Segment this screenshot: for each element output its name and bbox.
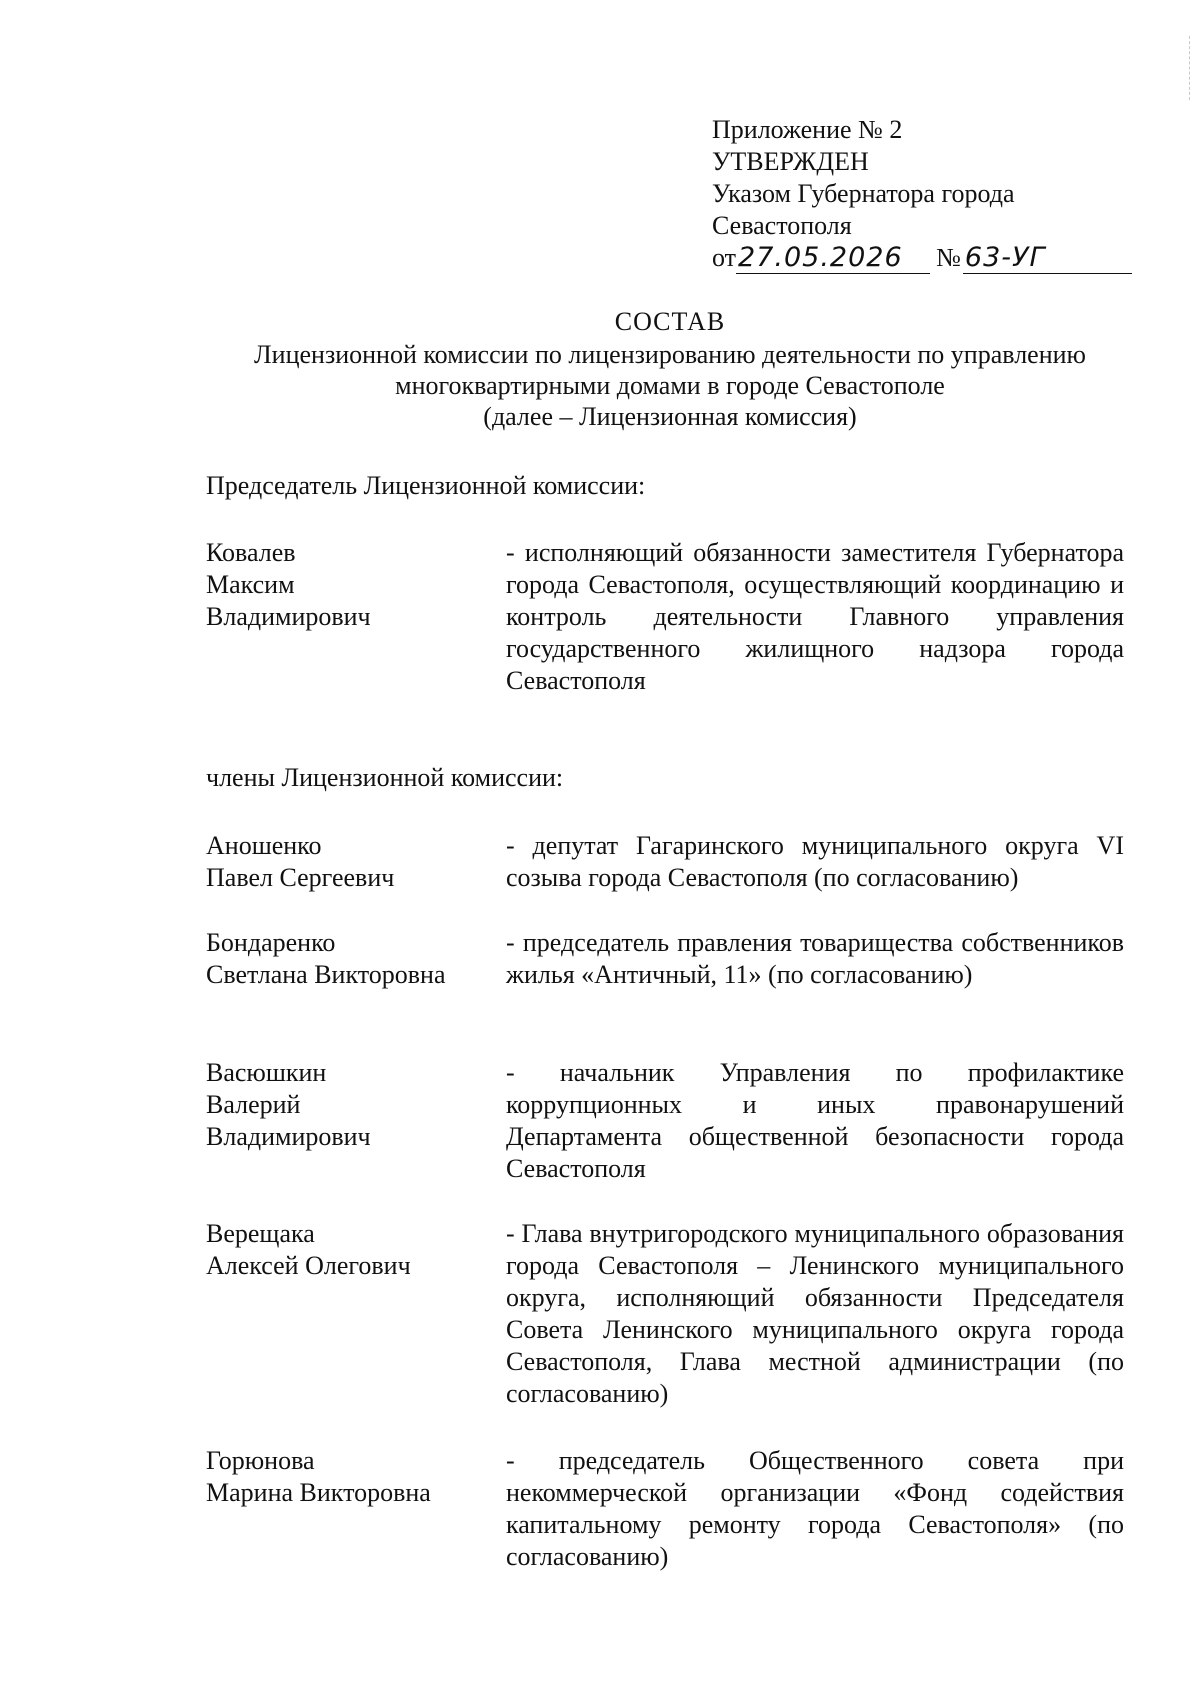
chairman-first-name: Максим [206,570,295,599]
member-name [206,1057,506,1185]
member-role: - начальник Управления по профилактике коррупционных и иных правонарушений Департамента общественной безопасности города Севастополя [506,1058,1124,1183]
from-label: от [712,243,737,272]
member-name-line-1: Бондаренко [206,928,336,957]
member-name-line-2: Марина Викторовна [206,1478,431,1507]
decree-line-1: Указом Губернатора города [712,179,1015,208]
handwritten-date: 27.05.2026 [736,243,930,274]
chairman-role: - исполняющий обязанности заместителя Губернатора города Севастополя, осуществляющий координацию и контроль деятельности Главного управления государственного жилищного надзора города Севастополя [506,538,1124,695]
member-name-line-2: Павел Сергеевич [206,863,395,892]
member-name [206,1445,506,1573]
decree-line-2: Севастополя [712,211,852,240]
member-entry [206,927,1126,991]
title-line-2: многоквартирными домами в городе Севастополе [395,371,945,400]
member-name-line-1: Васюшкин [206,1058,327,1087]
chairman-entry [206,537,1126,697]
title-line-1: Лицензионной комиссии по лицензированию деятельности по управлению [254,340,1086,369]
member-name-line-2: Валерий [206,1090,301,1119]
chairman-surname: Ковалев [206,538,296,567]
title-heading: СОСТАВ [614,307,726,336]
member-role: - председатель Общественного совета при некоммерческой организации «Фонд содействия капитальному ремонту города Севастополя» (по согласованию) [506,1446,1124,1571]
member-entry [206,1057,1126,1185]
scan-margin-mark [1189,36,1194,100]
member-name [206,927,506,991]
approved-label: УТВЕРЖДЕН [712,147,869,176]
member-name-line-2: Светлана Викторовна [206,960,446,989]
document-title [190,306,1150,432]
chairman-name [206,537,506,697]
member-role: - председатель правления товарищества собственников жилья «Античный, 11» (по согласованию) [506,928,1124,989]
member-entry [206,830,1126,894]
approval-header [712,114,1132,274]
member-name [206,830,506,894]
appendix-number: Приложение № 2 [712,115,903,144]
member-name-line-1: Горюнова [206,1446,315,1475]
handwritten-number: 63-УГ [963,243,1132,274]
chairman-patronymic: Владимирович [206,602,371,631]
chairman-label: Председатель Лицензионной комиссии: [206,471,646,500]
member-entry [206,1445,1126,1573]
member-role: - Глава внутригородского муниципального образования города Севастополя – Ленинского муниципального округа, исполняющий обязанности Председателя Совета Ленинского муниципального округа города Севастополя, Глава местной администрации (по согласованию) [506,1219,1124,1408]
member-name [206,1218,506,1410]
member-role: - депутат Гагаринского муниципального округа VI созыва города Севастополя (по согласованию) [506,831,1124,892]
member-name-line-1: Аношенко [206,831,322,860]
member-name-line-3: Владимирович [206,1122,371,1151]
members-label: члены Лицензионной комиссии: [206,763,564,792]
decree-date-number [712,242,1132,274]
member-name-line-2: Алексей Олегович [206,1251,411,1280]
title-line-3: (далее – Лицензионная комиссия) [483,402,857,431]
member-entry [206,1218,1126,1410]
member-name-line-1: Верещака [206,1219,315,1248]
number-label: № [936,243,961,272]
